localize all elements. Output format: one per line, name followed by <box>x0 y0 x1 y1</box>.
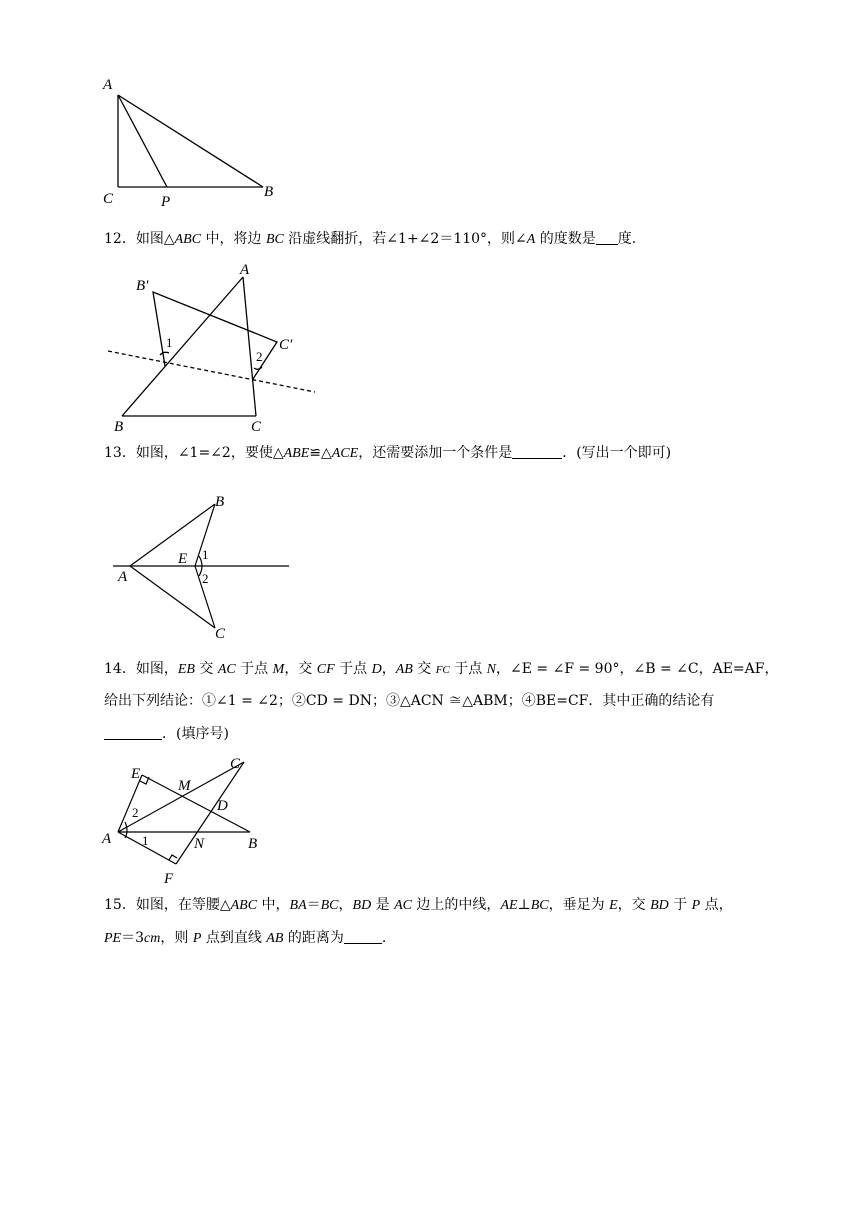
label-angle-2: 2 <box>202 571 209 586</box>
label-d: D <box>217 798 228 814</box>
angle-arc-2 <box>254 367 262 369</box>
figure-q14-triangles <box>98 752 278 887</box>
answer-blank <box>344 928 382 944</box>
fold-line <box>108 351 315 392</box>
question-13: 13．如图，∠1=∠2，要使△ABE≌△ACE，还需要添加一个条件是 ．(写出一个即可) <box>104 445 672 461</box>
question-number: 15 <box>104 897 122 913</box>
label-a: A <box>118 569 128 585</box>
segment-ap <box>118 95 167 187</box>
label-angle-1: 1 <box>202 547 209 562</box>
question-number: 12 <box>104 231 122 247</box>
question-12: 12．如图△ABC 中，将边 BC 沿虚线翻折，若∠1+∠2＝110°，则∠A 的度数是 度. <box>104 231 637 247</box>
label-b: B <box>264 184 274 200</box>
label-b: B <box>215 494 225 510</box>
segment-ba <box>122 277 243 416</box>
segment-ac <box>243 277 256 416</box>
label-a: A <box>103 77 113 93</box>
label-c-prime: C′ <box>279 337 293 353</box>
question-15-line-2: PE＝3cm，则 P 点到直线 AB 的距离为 . <box>104 930 387 946</box>
question-14: 14．如图，EB 交 AC 于点 M，交 CF 于点 D，AB 交 FC 于点 N，∠E = ∠F = 90°，∠B = ∠C，AE=AF， <box>104 661 779 677</box>
answer-blank <box>512 443 562 459</box>
label-c: C <box>215 626 226 642</box>
figure-q12-folded-triangle <box>100 255 330 435</box>
label-a: A <box>102 831 112 847</box>
question-15: 15．如图，在等腰△ABC 中，BA＝BC，BD 是 AC 边上的中线，AE⊥BC，垂足为 E，交 BD 于 P 点， <box>104 897 733 913</box>
segment-ae <box>118 775 142 832</box>
figure-q11-right-triangle <box>95 70 295 215</box>
label-angle-1: 1 <box>142 833 149 848</box>
right-angle-f <box>169 855 177 860</box>
label-angle-2: 2 <box>256 349 263 364</box>
label-c: C <box>230 756 241 772</box>
label-c: C <box>103 191 114 207</box>
label-angle-1: 1 <box>166 335 173 350</box>
question-number: 13 <box>104 445 122 461</box>
answer-blank <box>104 724 162 740</box>
question-14-line-2: 给出下列结论：①∠1 = ∠2；②CD = DN；③△ACN ≅△ABM；④BE=CF．其中正确的结论有 <box>104 693 715 709</box>
label-a: A <box>240 262 250 278</box>
label-p: P <box>161 194 171 210</box>
answer-blank <box>596 229 618 245</box>
label-e: E <box>178 551 188 567</box>
figure-q13-triangles <box>105 488 305 648</box>
label-n: N <box>194 836 205 852</box>
angle-arc-1 <box>160 352 169 355</box>
label-e: E <box>131 766 141 782</box>
label-b: B <box>248 836 258 852</box>
label-b-prime: B′ <box>136 278 149 294</box>
label-c: C <box>251 419 262 435</box>
question-14-line-3: ．(填序号) <box>104 724 229 744</box>
label-m: M <box>178 778 191 794</box>
label-angle-2: 2 <box>132 805 139 820</box>
segment-ab <box>118 95 263 187</box>
label-f: F <box>164 871 174 887</box>
label-b: B <box>114 419 124 435</box>
segment-eb <box>142 775 250 832</box>
question-number: 14 <box>104 661 122 677</box>
